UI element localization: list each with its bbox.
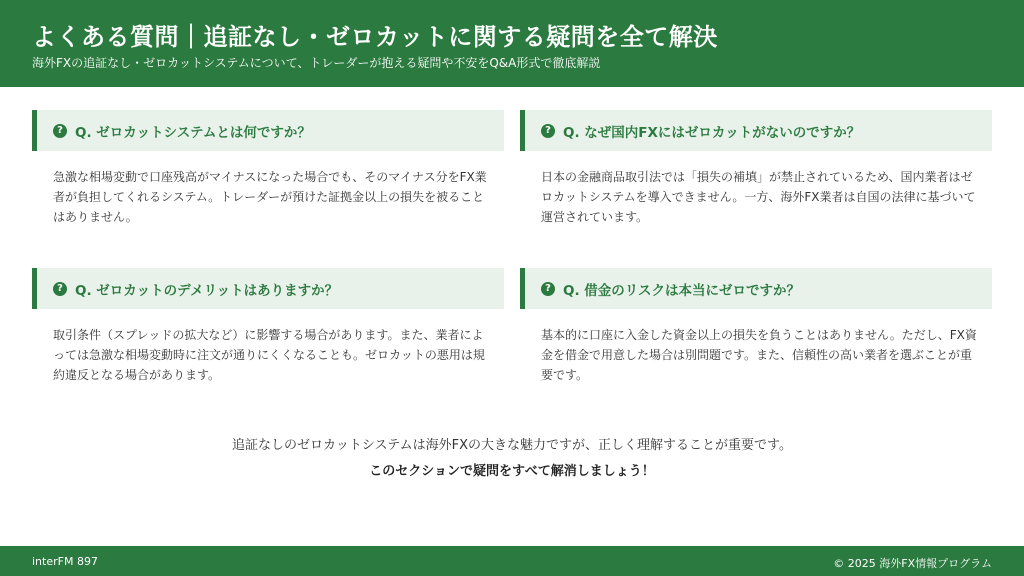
faq-answer: 取引条件（スプレッドの拡大など）に影響する場合があります。また、業者によっては急激な相場変動時に注文が通りにくくなることも。ゼロカットの悪用は規約違反となる場合があります。 [53, 328, 485, 382]
footer-source: interFM 897 [32, 555, 98, 568]
faq-answer: 日本の金融商品取引法では「損失の補填」が禁止されているため、国内業者はゼロカットシステムを導入できません。一方、海外FX業者は自国の法律に基づいて運営されています。 [541, 170, 976, 224]
question-circle-icon: ? [53, 282, 67, 296]
question-circle-icon: ? [541, 124, 555, 138]
summary-callout: このセクションで疑問をすべて解消しましょう！ [369, 464, 655, 479]
faq-question: Q. ゼロカットのデメリットはありますか？ [75, 282, 339, 299]
faq-card-demerits [32, 268, 504, 385]
question-circle-icon: ? [541, 282, 555, 296]
faq-question: Q. ゼロカットシステムとは何ですか？ [75, 124, 311, 141]
faq-answer: 基本的に口座に入金した資金以上の損失を負うことはありません。ただし、FX資金を借金で用意した場合は別問題です。また、信頼性の高い業者を選ぶことが重要です。 [541, 328, 977, 382]
header-banner [0, 0, 1024, 87]
faq-question-header [32, 110, 504, 151]
page-title: よくある質問｜追証なし・ゼロカットに関する疑問を全て解決 [32, 23, 718, 51]
footer-copyright: © 2025 海外FX情報プログラム [833, 557, 992, 570]
faq-question-header [32, 268, 504, 309]
faq-question: Q. なぜ国内FXにはゼロカットがないのですか？ [563, 124, 861, 141]
faq-card-domestic-fx [520, 110, 992, 227]
faq-question-header [520, 110, 992, 151]
faq-question-header [520, 268, 992, 309]
page-subtitle: 海外FXの追証なし・ゼロカットシステムについて、トレーダーが抱える疑問や不安をQ&A形式で徹底解説 [32, 56, 601, 70]
footer-bar [0, 546, 1024, 576]
summary-text: 追証なしのゼロカットシステムは海外FXの大きな魅力ですが、正しく理解することが重要です。 [232, 438, 792, 453]
faq-question: Q. 借金のリスクは本当にゼロですか？ [563, 282, 801, 299]
faq-card-zero-cut-definition [32, 110, 504, 227]
faq-answer: 急激な相場変動で口座残高がマイナスになった場合でも、そのマイナス分をFX業者が負担してくれるシステム。トレーダーが預けた証拠金以上の損失を被ることはありません。 [53, 170, 487, 224]
faq-card-debt-risk [520, 268, 992, 385]
question-circle-icon: ? [53, 124, 67, 138]
